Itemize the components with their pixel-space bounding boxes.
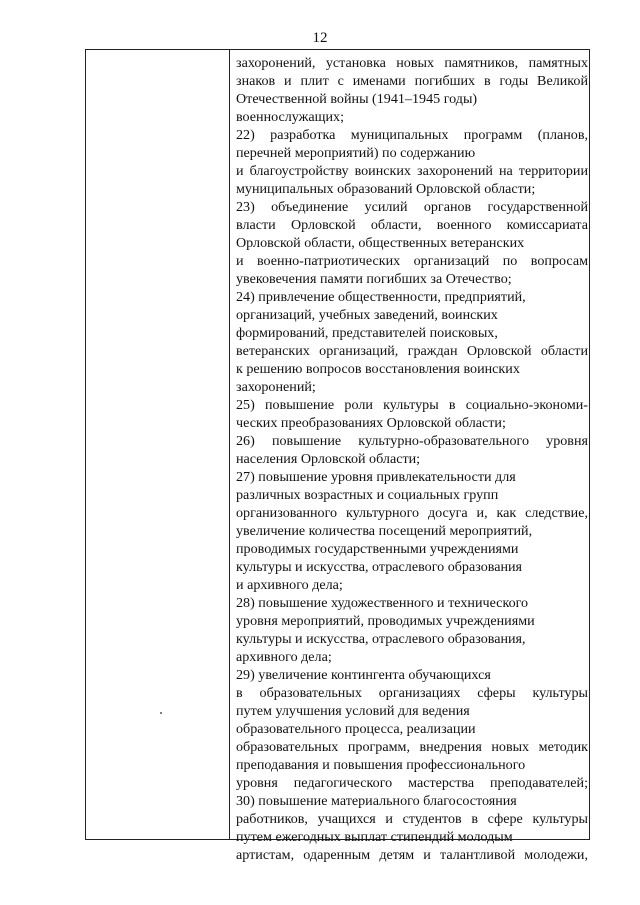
text-line: путем ежегодных выплат стипендий молодым	[236, 829, 513, 845]
text-line: муниципальных образований Орловской области;	[236, 181, 536, 197]
column-divider	[229, 50, 230, 839]
scan-speck	[160, 712, 162, 714]
text-line: ветеранских организаций, граждан Орловской области	[236, 343, 588, 359]
text-line: архивного дела;	[236, 649, 332, 665]
text-line: артистам, одаренным детям и талантливой молодежи,	[236, 847, 588, 863]
text-line: 24) привлечение общественности, предприятий,	[236, 289, 526, 305]
text-line: знаков и плит с именами погибших в годы Великой	[236, 73, 588, 89]
text-line: организаций, учебных заведений, воинских	[236, 307, 498, 323]
text-line: образовательных программ, внедрения новых методик	[236, 739, 588, 755]
text-line: и архивного дела;	[236, 577, 343, 593]
text-line: Орловской области, общественных ветеранских	[236, 235, 525, 251]
text-line: в образовательных организациях сферы культуры	[236, 685, 588, 701]
text-line: 29) увеличение контингента обучающихся	[236, 667, 491, 683]
text-line: 25) повышение роли культуры в социально-экономи-	[236, 397, 588, 413]
text-line: образовательного процесса, реализации	[236, 721, 476, 737]
table-cell-text	[236, 54, 588, 864]
text-line: увековечения памяти погибших за Отечество;	[236, 271, 512, 287]
text-line: захоронений;	[236, 379, 316, 395]
table-cell-left-empty	[86, 50, 229, 839]
text-line: захоронений, установка новых памятников, памятных	[236, 55, 588, 71]
document-table	[85, 49, 590, 863]
text-line: уровня мероприятий, проводимых учреждениями	[236, 613, 535, 629]
text-line: и военно-патриотических организаций по вопросам	[236, 253, 588, 269]
text-line: 23) объединение усилий органов государственной	[236, 199, 588, 215]
text-line: 30) повышение материального благосостояния	[236, 793, 517, 809]
text-line: работников, учащихся и студентов в сфере культуры	[236, 811, 588, 827]
text-line: организованного культурного досуга и, как следствие,	[236, 505, 588, 521]
text-line: культуры и искусства, отраслевого образования	[236, 559, 523, 575]
text-line: военнослужащих;	[236, 109, 345, 125]
text-line: 28) повышение художественного и технического	[236, 595, 529, 611]
text-line: проводимых государственными учреждениями	[236, 541, 519, 557]
text-line: преподавания и повышения профессионального	[236, 757, 526, 773]
text-line: культуры и искусства, отраслевого образования,	[236, 631, 526, 647]
text-line: увеличение количества посещений мероприятий,	[236, 523, 533, 539]
text-line: к решению вопросов восстановления воинских	[236, 361, 520, 377]
text-line: ческих преобразованиях Орловской области;	[236, 415, 506, 431]
text-line: перечней мероприятий) по содержанию	[236, 145, 476, 161]
text-line: населения Орловской области;	[236, 451, 421, 467]
text-line: различных возрастных и социальных групп	[236, 487, 499, 503]
text-line: 22) разработка муниципальных программ (планов,	[236, 127, 588, 143]
page-number: 12	[312, 30, 328, 46]
text-line: формирований, представителей поисковых,	[236, 325, 498, 341]
text-line: и благоустройству воинских захоронений на территории	[236, 163, 588, 179]
text-line: власти Орловской области, военного комиссариата	[236, 217, 588, 233]
text-line: уровня педагогического мастерства преподавателей;	[236, 775, 588, 791]
text-line: Отечественной войны (1941–1945 годы)	[236, 91, 478, 107]
text-line: путем улучшения условий для ведения	[236, 703, 470, 719]
text-line: 27) повышение уровня привлекательности для	[236, 469, 516, 485]
text-line: 26) повышение культурно-образовательного уровня	[236, 433, 588, 449]
